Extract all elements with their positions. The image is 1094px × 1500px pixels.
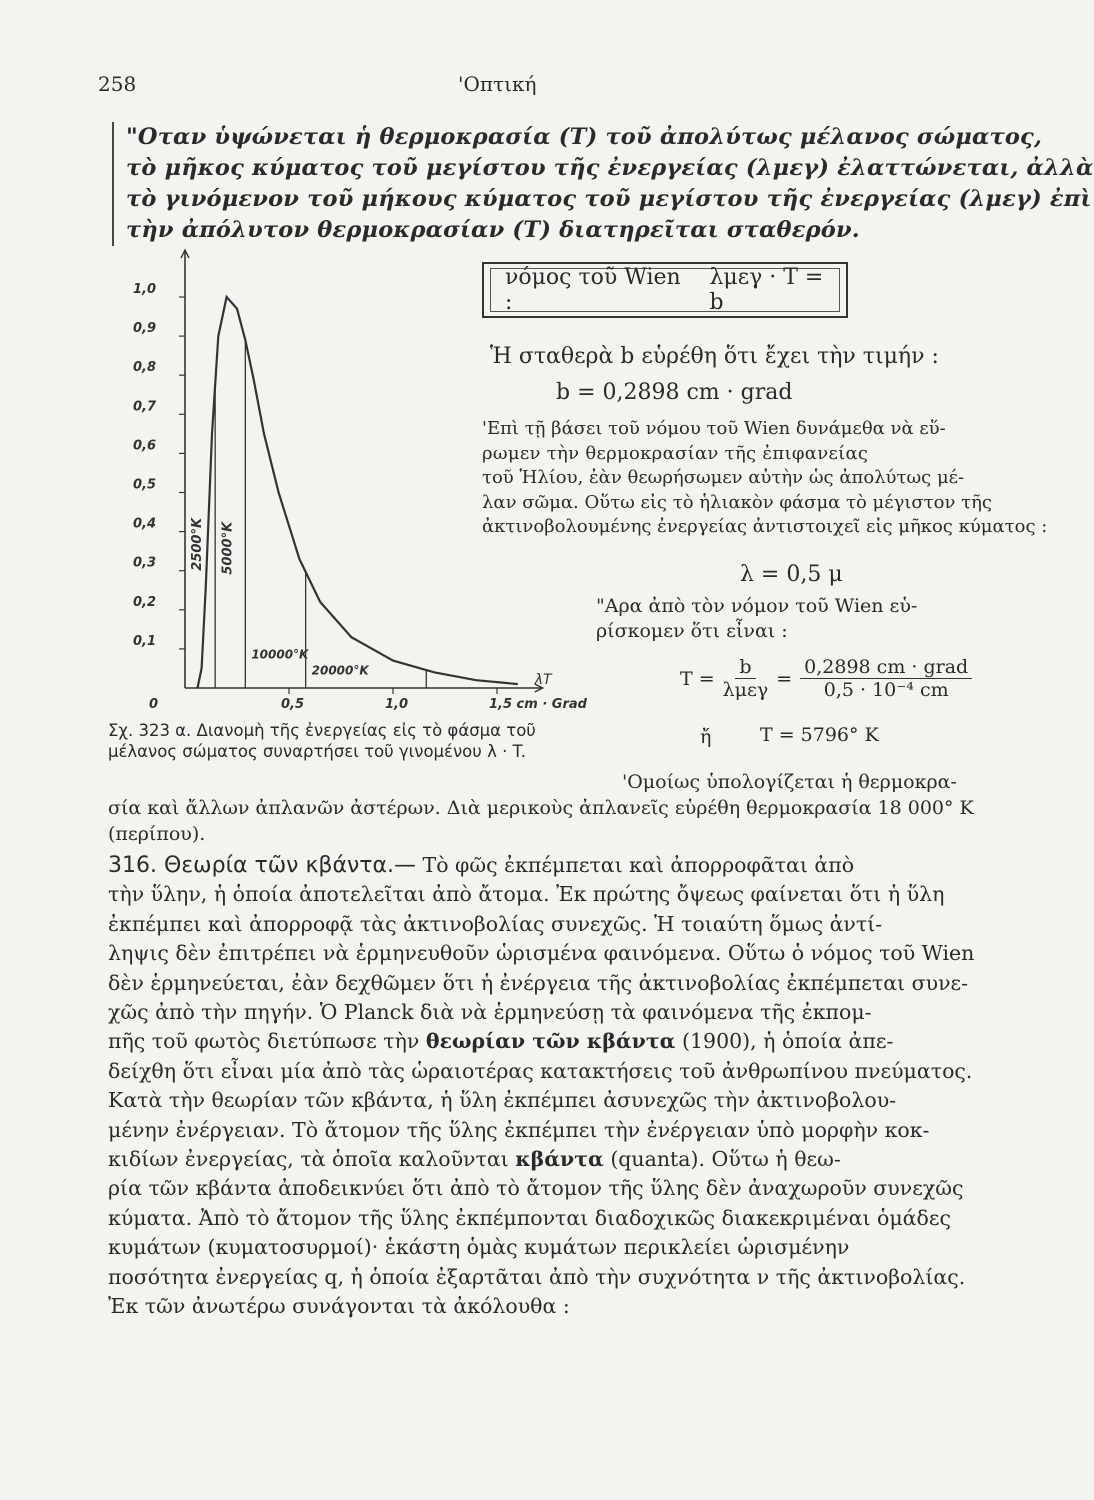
page-number: 258 xyxy=(98,72,137,96)
or-word: ἤ xyxy=(700,726,712,748)
x-tick-label: 1,0 xyxy=(385,697,409,712)
text-line: Κατὰ τὴν θεωρίαν τῶν κβάντα, ἡ ὕλη ἐκπέμπει ἀσυνεχῶς τὴν ἀκτινοβολου- xyxy=(108,1088,897,1113)
law-line: τὴν ἀπόλυτον θερμοκρασίαν (T) διατηρεῖται σταθερόν. xyxy=(126,217,860,243)
t-lhs: T = xyxy=(680,667,715,690)
text-fragment: (1900), ἡ ὁποία ἀπε- xyxy=(675,1029,894,1054)
text-line: κυμάτων (κυματοσυρμοί)· ἑκάστη ὁμὰς κυμάτων περικλείει ὡρισμένην xyxy=(108,1235,850,1260)
equals-sign: = xyxy=(776,667,793,690)
then-paragraph xyxy=(596,594,917,643)
curve-label-10000: 10000°K xyxy=(251,647,309,662)
y-tick-label: 0,6 xyxy=(133,438,157,454)
x-tick-label: 0,5 xyxy=(281,697,305,712)
law-line: τὸ μῆκος κύματος τοῦ μεγίστου τῆς ἐνεργείας (λμεγ) ἐλαττώνεται, ἀλλὰ xyxy=(126,155,1094,181)
text-fragment: κιδίων ἐνεργείας, τὰ ὁποῖα καλοῦνται xyxy=(108,1147,516,1172)
temperature-equation xyxy=(680,656,980,701)
x-tick-label: 0 xyxy=(149,697,159,712)
running-title: 'Οπτική xyxy=(458,72,537,96)
y-tick-label: 0,9 xyxy=(133,321,157,337)
sun-paragraph xyxy=(482,417,1047,540)
text-line: ληψις δὲν ἐπιτρέπει νὰ ἑρμηνευθοῦν ὡρισμένα φαινόμενα. Οὕτω ὁ νόμος τοῦ Wien xyxy=(108,941,975,966)
temperature-result: T = 5796° K xyxy=(760,724,879,746)
text-line: ἀκτινοβολουμένης ἐνεργείας ἀντιστοιχεῖ εἰς μῆκος κύματος : xyxy=(482,516,1048,537)
frac-numerator: b xyxy=(735,656,755,679)
section-heading: 316. Θεωρία τῶν κβάντα.— xyxy=(108,853,416,878)
fraction-values xyxy=(800,656,972,701)
bold-term: κβάντα xyxy=(515,1147,604,1172)
figure-caption xyxy=(108,720,536,762)
y-tick-label: 0,7 xyxy=(133,399,157,415)
x-axis-label: λT xyxy=(534,672,552,688)
caption-line: Σχ. 323 α. Διανομὴ τῆς ἐνεργείας εἰς τὸ φάσμα τοῦ xyxy=(108,721,536,740)
y-tick-label: 0,5 xyxy=(133,477,157,493)
frac-denominator: 0,5 · 10⁻⁴ cm xyxy=(823,679,949,701)
text-line xyxy=(108,1027,974,1056)
wien-law-box xyxy=(482,262,848,318)
x-tick-label: 1,5 cm · Grad xyxy=(489,697,587,712)
law-line: "Οταν ὑψώνεται ἡ θερμοκρασία (T) τοῦ ἀπολύτως μέλανος σώματος, xyxy=(126,124,1042,150)
text-fragment: (quanta). Οὕτω ἡ θεω- xyxy=(603,1147,841,1172)
approx-line: (περίπου). xyxy=(108,823,206,845)
caption-line: μέλανος σώματος συναρτήσει τοῦ γινομένου λ · T. xyxy=(108,742,526,761)
wien-law-formula: λμεγ · T = b xyxy=(709,265,824,315)
text-line: μένην ἐνέργειαν. Τὸ ἄτομον τῆς ὕλης ἐκπέμπει τὴν ἐνέργειαν ὑπὸ μορφὴν κοκ- xyxy=(108,1117,930,1142)
text-fragment: πῆς τοῦ φωτὸς διετύπωσε τὴν xyxy=(108,1029,426,1054)
text-line: Ἐκ τῶν ἀνωτέρω συνάγονται τὰ ἀκόλουθα : xyxy=(108,1294,570,1319)
frac-numerator: 0,2898 cm · grad xyxy=(800,656,972,679)
energy-distribution-figure xyxy=(95,250,587,715)
y-tick-label: 0,3 xyxy=(133,555,157,571)
wien-law-statement xyxy=(112,122,1094,246)
constant-intro: Ἡ σταθερὰ b εὑρέθη ὅτι ἔχει τὴν τιμήν : xyxy=(490,344,939,369)
constant-value: b = 0,2898 cm · grad xyxy=(556,380,793,405)
section-316 xyxy=(108,851,974,1322)
text-line: "Αρα ἀπὸ τὸν νόμον τοῦ Wien εὑ- xyxy=(596,595,918,617)
text-line: δὲν ἑρμηνεύεται, ἐὰν δεχθῶμεν ὅτι ἡ ἐνέργεια τῆς ἀκτινοβολίας ἐκπέμπεται συνε- xyxy=(108,970,969,995)
y-tick-label: 0,8 xyxy=(133,360,157,376)
text-line: τοῦ Ἡλίου, ἐὰν θεωρήσωμεν αὐτὴν ὡς ἀπολύτως μέ- xyxy=(482,467,965,488)
text-line: κύματα. Ἀπὸ τὸ ἄτομον τῆς ὕλης ἐκπέμπονται διαδοχικῶς διακεκριμέναι ὁμάδες xyxy=(108,1205,951,1230)
curve-label-5000: 5000°K xyxy=(220,521,236,575)
bold-term: θεωρίαν τῶν κβάντα xyxy=(425,1029,676,1054)
y-tick-label: 0,4 xyxy=(133,516,157,532)
lambda-value: λ = 0,5 μ xyxy=(740,562,843,587)
curve-label-20000: 20000°K xyxy=(311,663,369,678)
text-line: ποσότητα ἐνεργείας q, ἡ ὁποία ἐξαρτᾶται ἀπὸ τὴν συχνότητα ν τῆς ἀκτινοβολίας. xyxy=(108,1264,966,1289)
text-line: ρίσκομεν ὅτι εἶναι : xyxy=(596,619,788,642)
text-fragment: Τὸ φῶς ἐκπέμπεται καὶ ἀπορροφᾶται ἀπὸ xyxy=(416,853,855,877)
text-line: 'Επὶ τῇ βάσει τοῦ νόμου τοῦ Wien δυνάμεθα νὰ εὕ- xyxy=(482,418,946,439)
text-line: ρία τῶν κβάντα ἀποδεικνύει ὅτι ἀπὸ τὸ ἄτομον τῆς ὕλης δὲν ἀναχωροῦν συνεχῶς xyxy=(108,1176,964,1201)
similarly-line: 'Ομοίως ὑπολογίζεται ἡ θερμοκρα- xyxy=(622,771,957,793)
text-line: ρωμεν τὴν θερμοκρασίαν τῆς ἐπιφανείας xyxy=(482,442,869,464)
text-line: χῶς ἀπὸ τὴν πηγήν. Ὁ Planck διὰ νὰ ἑρμηνεύσῃ τὰ φαινόμενα τῆς ἐκπομ- xyxy=(108,1000,872,1025)
curve-label-2500: 2500°K xyxy=(190,517,206,571)
law-line: τὸ γινόμενον τοῦ μήκους κύματος τοῦ μεγίστου τῆς ἐνεργείας (λμεγ) ἐπὶ xyxy=(126,186,1092,212)
y-tick-label: 0,1 xyxy=(133,633,157,649)
text-line: δείχθη ὅτι εἶναι μία ἀπὸ τὰς ὡραιοτέρας κατακτήσεις τοῦ ἀνθρωπίνου πνεύματος. xyxy=(108,1058,973,1083)
text-line: λαν σῶμα. Οὕτω εἰς τὸ ἡλιακὸν φάσμα τὸ μέγιστον τῆς xyxy=(482,491,992,513)
text-line: ἐκπέμπει καὶ ἀπορροφᾷ τὰς ἀκτινοβολίας συνεχῶς. Ἡ τοιαύτη ὅμως ἀντί- xyxy=(108,911,883,936)
frac-denominator: λμεγ xyxy=(722,679,769,701)
stars-line: σία καὶ ἄλλων ἀπλανῶν ἀστέρων. Διὰ μερικοὺς ἀπλανεῖς εὑρέθη θερμοκρασία 18 000° K xyxy=(108,797,974,819)
text-line: τὴν ὕλην, ἡ ὁποία ἀποτελεῖται ἀπὸ ἄτομα. Ἐκ πρώτης ὄψεως φαίνεται ὅτι ἡ ὕλη xyxy=(108,882,945,907)
fraction-b-lambda xyxy=(723,656,769,701)
y-tick-label: 1,0 xyxy=(133,282,157,297)
wien-law-label: νόμος τοῦ Wien : xyxy=(505,265,681,315)
y-tick-label: 0,2 xyxy=(133,594,157,610)
text-line xyxy=(108,1145,974,1174)
text-line xyxy=(108,851,974,880)
